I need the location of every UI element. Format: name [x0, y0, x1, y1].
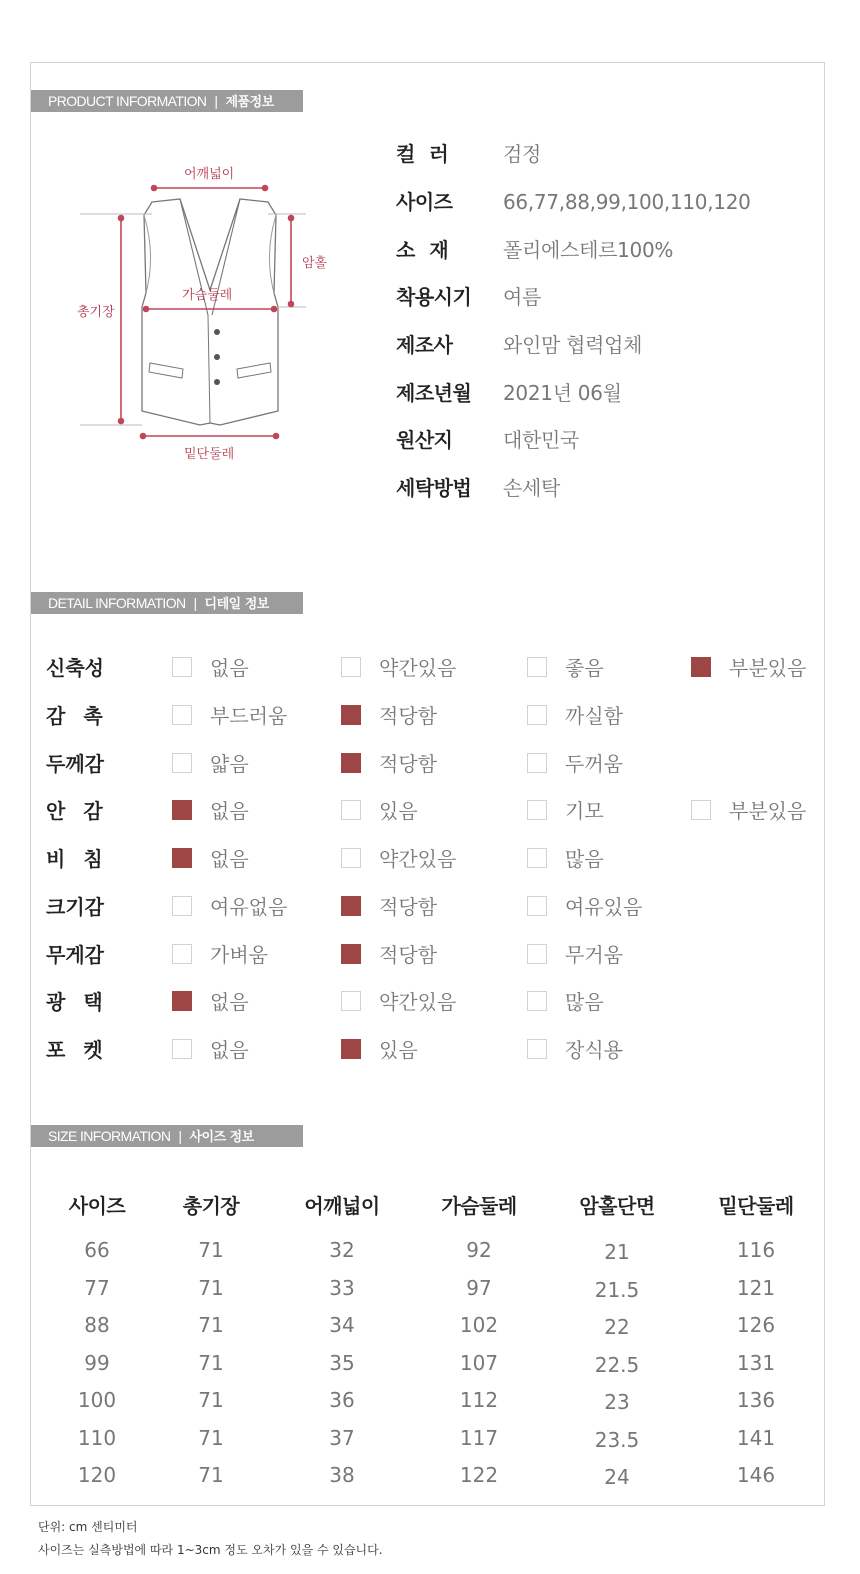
checked-box — [341, 896, 361, 916]
divider: | — [193, 595, 197, 611]
detail-option-label: 부드러움 — [210, 704, 288, 728]
size-table-cell: 126 — [736, 1313, 776, 1337]
unchecked-box — [527, 896, 547, 916]
detail-label: 비침 — [46, 847, 121, 871]
checked-box — [172, 848, 192, 868]
size-table-cell: 136 — [736, 1388, 776, 1412]
detail-row — [0, 892, 860, 922]
size-table-cell: 100 — [77, 1388, 117, 1412]
unchecked-box — [341, 991, 361, 1011]
detail-option-label: 있음 — [379, 1038, 418, 1062]
unchecked-box — [527, 753, 547, 773]
product-info-label: 원산지 — [396, 428, 453, 452]
detail-row — [0, 940, 860, 970]
size-table-header: 사이즈 — [68, 1194, 126, 1218]
unchecked-box — [691, 800, 711, 820]
size-table-cell: 71 — [198, 1463, 224, 1487]
checked-box — [341, 705, 361, 725]
detail-option-label: 얇음 — [210, 752, 249, 776]
detail-option-label: 여유있음 — [565, 895, 643, 919]
size-table-cell: 34 — [329, 1313, 355, 1337]
size-table-cell: 33 — [329, 1275, 355, 1300]
size-table-cell: 102 — [459, 1313, 499, 1337]
detail-info-header — [31, 592, 303, 614]
size-table-cell: 21.5 — [594, 1277, 640, 1302]
product-info-header — [31, 90, 303, 112]
unchecked-box — [527, 657, 547, 677]
size-table-cell: 131 — [736, 1350, 776, 1375]
product-info-value: 대한민국 — [503, 428, 580, 452]
detail-option-label: 적당함 — [379, 752, 437, 776]
detail-option-label: 여유없음 — [210, 895, 288, 919]
size-table-cell: 117 — [459, 1425, 499, 1450]
detail-label: 무게감 — [46, 943, 104, 967]
size-table-cell: 71 — [198, 1275, 224, 1300]
product-info-label: 컬러 — [396, 142, 463, 166]
detail-row — [0, 1035, 860, 1065]
detail-row — [0, 701, 860, 731]
checked-box — [172, 991, 192, 1011]
product-info-label: 착용시기 — [396, 285, 472, 309]
detail-label: 포켓 — [46, 1038, 121, 1062]
size-info-title-en: SIZE INFORMATION — [48, 1128, 171, 1144]
product-info-value: 손세탁 — [503, 476, 561, 500]
unchecked-box — [341, 848, 361, 868]
detail-option-label: 두꺼움 — [565, 752, 623, 776]
product-info-value: 66,77,88,99,100,110,120 — [503, 190, 751, 214]
detail-label: 안감 — [46, 799, 121, 823]
size-table-cell: 141 — [736, 1425, 776, 1450]
detail-option-label: 장식용 — [565, 1038, 623, 1062]
checked-box — [691, 657, 711, 677]
detail-row — [0, 749, 860, 779]
size-table-header: 어깨넓이 — [304, 1194, 380, 1218]
detail-option-label: 있음 — [379, 799, 418, 823]
detail-option-label: 약간있음 — [379, 656, 457, 680]
size-table-header: 총기장 — [182, 1194, 240, 1218]
size-table-cell: 110 — [77, 1425, 117, 1450]
detail-option-label: 약간있음 — [379, 847, 457, 871]
size-table-cell: 66 — [84, 1238, 110, 1262]
detail-label: 감촉 — [46, 704, 121, 728]
detail-option-label: 없음 — [210, 847, 249, 871]
size-table-cell: 146 — [736, 1463, 776, 1487]
product-info-label: 세탁방법 — [396, 476, 472, 500]
detail-label: 두께감 — [46, 752, 104, 776]
product-info-value: 폴리에스테르100% — [503, 238, 674, 262]
detail-option-label: 없음 — [210, 799, 249, 823]
unchecked-box — [172, 705, 192, 725]
size-table-cell: 77 — [84, 1275, 110, 1300]
size-table-cell: 23.5 — [594, 1427, 640, 1452]
size-table-cell: 24 — [604, 1465, 630, 1489]
size-table-cell: 71 — [198, 1238, 224, 1262]
detail-option-label: 없음 — [210, 1038, 249, 1062]
detail-option-label: 없음 — [210, 990, 249, 1014]
size-table-cell: 23 — [604, 1390, 630, 1414]
size-table-cell: 36 — [329, 1388, 355, 1412]
size-table-cell: 88 — [84, 1313, 110, 1337]
unchecked-box — [527, 1039, 547, 1059]
size-table-header: 암홀단면 — [579, 1194, 655, 1218]
product-info-value: 여름 — [503, 285, 542, 309]
size-table-cell: 92 — [466, 1238, 492, 1262]
size-table-cell: 71 — [198, 1425, 224, 1450]
size-table-cell: 71 — [198, 1388, 224, 1412]
detail-option-label: 적당함 — [379, 704, 437, 728]
checked-box — [172, 800, 192, 820]
detail-info-title-en: DETAIL INFORMATION — [48, 595, 186, 611]
detail-option-label: 가벼움 — [210, 943, 268, 967]
vest-measurement-diagram — [70, 155, 340, 475]
detail-option-label: 까실함 — [565, 704, 623, 728]
size-table-cell: 121 — [736, 1275, 776, 1300]
size-table-cell: 120 — [77, 1463, 117, 1487]
detail-option-label: 부분있음 — [729, 799, 807, 823]
checked-box — [341, 753, 361, 773]
unit-note: 단위: cm 센티미터 — [38, 1520, 138, 1534]
unchecked-box — [172, 896, 192, 916]
product-info-title-ko: 제품정보 — [225, 95, 274, 110]
size-table-cell: 32 — [329, 1238, 355, 1262]
size-table-cell: 37 — [329, 1425, 355, 1450]
measurement-disclaimer: 사이즈는 실측방법에 따라 1~3cm 정도 오차가 있을 수 있습니다. — [38, 1543, 383, 1557]
checked-box — [341, 944, 361, 964]
detail-label: 신축성 — [46, 656, 104, 680]
product-info-label: 사이즈 — [396, 190, 453, 214]
detail-option-label: 적당함 — [379, 895, 437, 919]
detail-row — [0, 844, 860, 874]
product-info-value: 와인맘 협력업체 — [503, 333, 643, 357]
size-table-cell: 99 — [84, 1350, 110, 1375]
size-table-cell: 107 — [459, 1350, 499, 1375]
detail-label: 광택 — [46, 990, 121, 1014]
product-info-label: 제조사 — [396, 333, 453, 357]
size-table-cell: 122 — [459, 1463, 499, 1487]
detail-row — [0, 987, 860, 1017]
size-table-cell: 22 — [604, 1315, 630, 1339]
unchecked-box — [527, 800, 547, 820]
unchecked-box — [341, 657, 361, 677]
size-table-cell: 35 — [329, 1350, 355, 1375]
size-table-cell: 112 — [459, 1388, 499, 1412]
armhole-label: 암홀 — [302, 256, 328, 271]
size-table-cell: 21 — [604, 1240, 630, 1264]
hem-label: 밑단둘레 — [184, 447, 235, 462]
total-length-label: 총기장 — [77, 305, 115, 320]
detail-option-label: 적당함 — [379, 943, 437, 967]
size-table-cell: 116 — [736, 1238, 776, 1262]
size-table-header: 밑단둘레 — [718, 1194, 794, 1218]
unchecked-box — [172, 657, 192, 677]
size-table-cell: 97 — [466, 1275, 492, 1300]
detail-option-label: 약간있음 — [379, 990, 457, 1014]
detail-option-label: 좋음 — [565, 656, 604, 680]
product-info-value: 검정 — [503, 142, 542, 166]
unchecked-box — [527, 944, 547, 964]
detail-option-label: 기모 — [565, 799, 604, 823]
unchecked-box — [527, 705, 547, 725]
size-table-header: 가슴둘레 — [441, 1194, 517, 1218]
divider: | — [214, 93, 218, 109]
unchecked-box — [172, 753, 192, 773]
unchecked-box — [172, 1039, 192, 1059]
shoulder-width-label: 어깨넓이 — [184, 167, 235, 182]
product-info-title-en: PRODUCT INFORMATION — [48, 93, 207, 109]
unchecked-box — [172, 944, 192, 964]
detail-option-label: 많음 — [565, 990, 604, 1014]
size-info-title-ko: 사이즈 정보 — [189, 1130, 254, 1145]
detail-row — [0, 653, 860, 683]
chest-label: 가슴둘레 — [182, 288, 233, 303]
product-info-value: 2021년 06월 — [503, 381, 622, 405]
unchecked-box — [527, 848, 547, 868]
detail-row — [0, 796, 860, 826]
size-table-cell: 71 — [198, 1350, 224, 1375]
size-table-cell: 22.5 — [594, 1352, 640, 1377]
product-info-label: 소재 — [396, 238, 463, 262]
size-table-cell: 38 — [329, 1463, 355, 1487]
detail-option-label: 없음 — [210, 656, 249, 680]
unchecked-box — [527, 991, 547, 1011]
divider: | — [178, 1128, 182, 1144]
size-info-header — [31, 1125, 303, 1147]
unchecked-box — [341, 800, 361, 820]
product-info-label: 제조년월 — [396, 381, 472, 405]
detail-info-title-ko: 디테일 정보 — [204, 597, 269, 612]
detail-option-label: 무거움 — [565, 943, 623, 967]
checked-box — [341, 1039, 361, 1059]
detail-label: 크기감 — [46, 895, 104, 919]
size-table-cell: 71 — [198, 1313, 224, 1337]
detail-option-label: 부분있음 — [729, 656, 807, 680]
detail-option-label: 많음 — [565, 847, 604, 871]
